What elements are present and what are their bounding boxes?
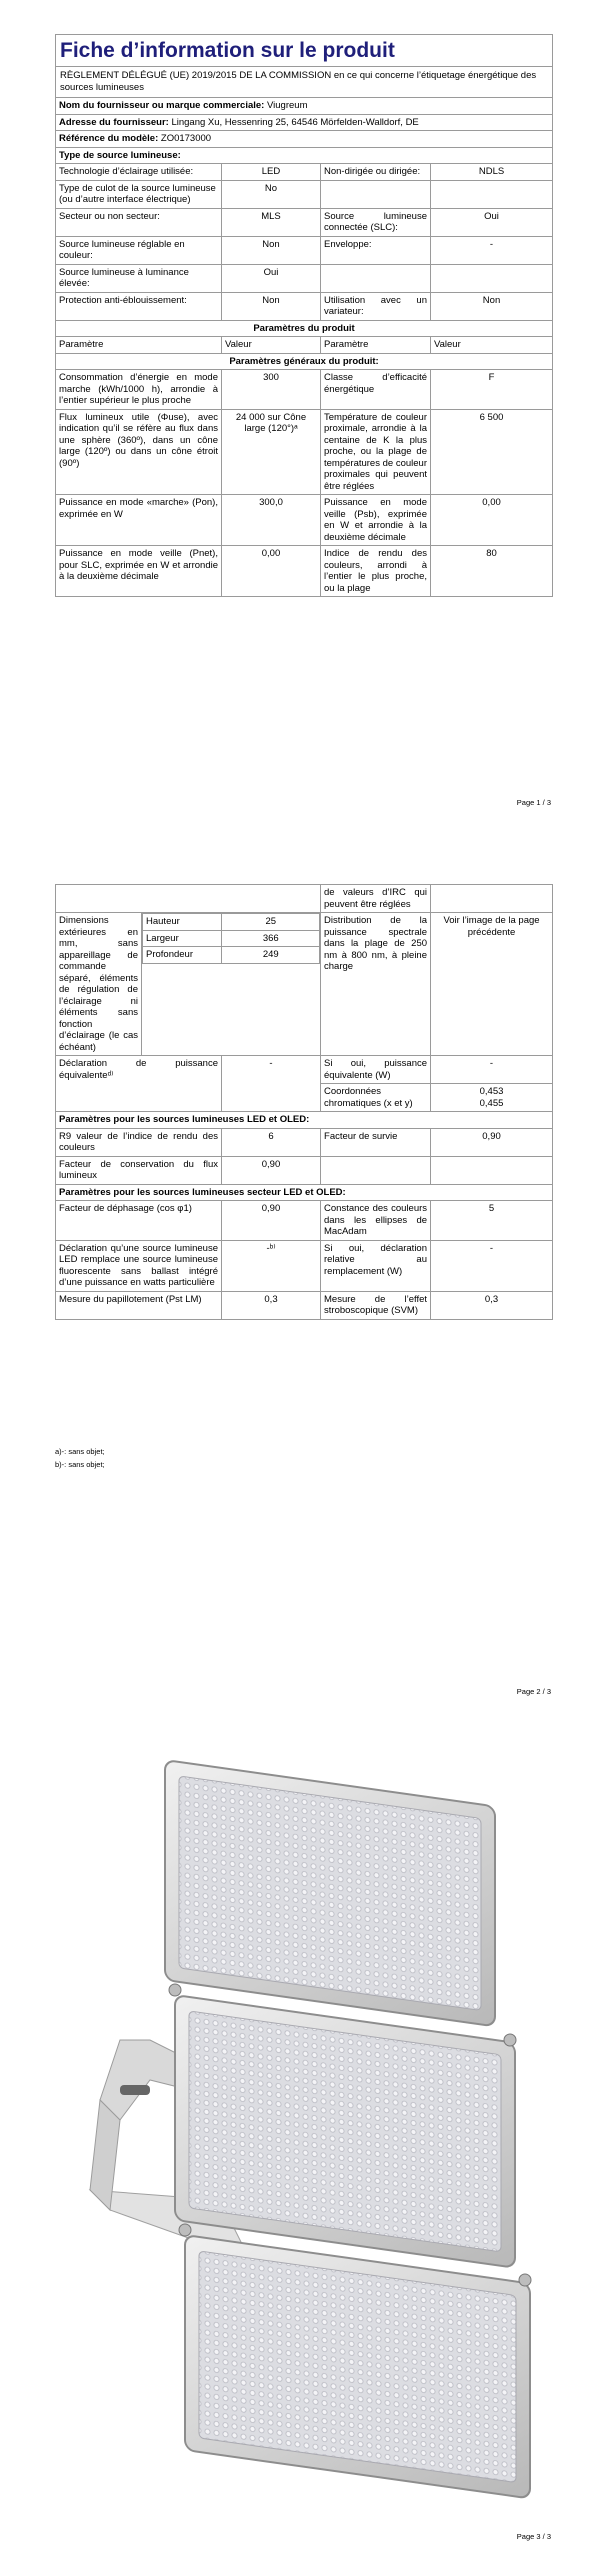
product-info-table-continued — [55, 884, 553, 1320]
type-value: NDLS — [431, 164, 553, 181]
led-params-header: Paramètres pour les sources lumineuses LED et OLED: — [56, 1112, 553, 1129]
supplier-address-value: Lingang Xu, Hessenring 25, 64546 Mörfelden-Walldorf, DE — [171, 116, 419, 128]
param-label: Température de couleur proximale, arrondie à la centaine de K la plus proche, ou la plage de températures de couleur proximales qui peuvent être réglées — [321, 409, 431, 495]
type-label: Source lumineuse réglable en couleur: — [56, 236, 222, 264]
type-label: Source lumineuse à luminance élevée: — [56, 264, 222, 292]
chroma-y: 0,455 — [479, 1097, 504, 1109]
column-headers — [56, 337, 553, 354]
type-value: Non — [431, 292, 553, 320]
product-params-header: Paramètres du produit — [56, 320, 553, 337]
param-value: 0,00 — [222, 546, 321, 597]
param-value: 0,90 — [222, 1201, 321, 1241]
type-row — [56, 292, 553, 320]
dimension-name: Hauteur — [143, 914, 222, 931]
column-header: Paramètre — [321, 337, 431, 354]
type-row — [56, 208, 553, 236]
general-params-header: Paramètres généraux du produit: — [56, 353, 553, 370]
param-row — [56, 1156, 553, 1184]
page-number: Page 1 / 3 — [516, 798, 551, 807]
param-label: de valeurs d’IRC qui peuvent être réglées — [321, 885, 431, 913]
type-row — [56, 164, 553, 181]
param-label: Mesure du papillotement (Pst LM) — [56, 1291, 222, 1319]
param-label: Distribution de la puissance spectrale dans la plage de 250 nm à 800 nm, à pleine charge — [321, 913, 431, 1056]
type-row — [56, 236, 553, 264]
column-header: Valeur — [431, 337, 553, 354]
page-number: Page 2 / 3 — [516, 1687, 551, 1696]
type-label: Utilisation avec un variateur: — [321, 292, 431, 320]
dimensions-table — [142, 913, 320, 964]
param-value: 0,90 — [431, 1128, 553, 1156]
param-value: 0,90 — [222, 1156, 321, 1184]
footnote-b: b)-: sans objet; — [55, 1460, 105, 1469]
type-value — [431, 264, 553, 292]
supplier-name-value: Viugreum — [267, 100, 308, 111]
param-value — [431, 1084, 553, 1112]
light-source-type-label: Type de source lumineuse: — [56, 147, 553, 164]
param-value: - — [431, 1056, 553, 1084]
document-title: Fiche d’information sur le produit — [56, 35, 553, 67]
page-number: Page 3 / 3 — [516, 2532, 551, 2541]
param-label: R9 valeur de l’indice de rendu des couleurs — [56, 1128, 222, 1156]
type-label: Source lumineuse connectée (SLC): — [321, 208, 431, 236]
dimensions-row — [56, 913, 553, 1056]
type-value: MLS — [222, 208, 321, 236]
supplier-address-row — [56, 114, 553, 131]
dimension-name: Largeur — [143, 930, 222, 947]
type-value: LED — [222, 164, 321, 181]
param-value: 24 000 sur Cône large (120°)ᵃ — [222, 409, 321, 495]
param-value: Voir l’image de la page précédente — [431, 913, 553, 1056]
param-value: 0,3 — [431, 1291, 553, 1319]
type-value: Oui — [431, 208, 553, 236]
param-label: Facteur de conservation du flux lumineux — [56, 1156, 222, 1184]
param-label: Mesure de l’effet stroboscopique (SVM) — [321, 1291, 431, 1319]
param-row — [56, 495, 553, 546]
param-label: Indice de rendu des couleurs, arrondi à l’entier le plus proche, ou la plage — [321, 546, 431, 597]
floodlight-product-image — [80, 1740, 540, 2500]
param-label: Puissance en mode veille (Pnet), pour SLC, exprimée en W et arrondie à la deuxième décimale — [56, 546, 222, 597]
param-label: Constance des couleurs dans les ellipses de MacAdam — [321, 1201, 431, 1241]
param-label: Flux lumineux utile (Φuse), avec indication qu’il se réfère au flux dans une sphère (360º), dans un cône large (120º) ou dans un cône étroit (90º) — [56, 409, 222, 495]
param-value: 0,00 — [431, 495, 553, 546]
param-label: Facteur de déphasage (cos φ1) — [56, 1201, 222, 1241]
dimension-value: 25 — [222, 914, 320, 931]
param-row — [56, 1056, 553, 1084]
param-value: 5 — [431, 1201, 553, 1241]
type-label: Type de culot de la source lumineuse (ou d’autre interface électrique) — [56, 180, 222, 208]
type-label: Technologie d’éclairage utilisée: — [56, 164, 222, 181]
type-label: Secteur ou non secteur: — [56, 208, 222, 236]
param-row — [56, 1240, 553, 1291]
supplier-address-label: Adresse du fournisseur: — [59, 116, 169, 128]
type-value: Oui — [222, 264, 321, 292]
dimension-value: 366 — [222, 930, 320, 947]
model-ref-row — [56, 131, 553, 148]
param-value: 0,3 — [222, 1291, 321, 1319]
dimension-value: 249 — [222, 947, 320, 964]
param-value: 80 — [431, 546, 553, 597]
param-value: - — [431, 1240, 553, 1291]
param-value: 6 500 — [431, 409, 553, 495]
type-value: Non — [222, 292, 321, 320]
dimensions-label: Dimensions extérieures en mm, sans appareillage de commande séparé, éléments de régulation de l’éclairage ni éléments sans fonction d’éclairage (le cas échéant) — [56, 913, 142, 1056]
type-label — [321, 180, 431, 208]
type-value — [431, 180, 553, 208]
model-ref-value: ZO0173000 — [160, 133, 212, 144]
param-row — [56, 1291, 553, 1319]
dimension-name: Profondeur — [143, 947, 222, 964]
type-label: Non-dirigée ou dirigée: — [321, 164, 431, 181]
supplier-name-row — [56, 98, 553, 115]
type-label: Enveloppe: — [321, 236, 431, 264]
param-row — [56, 409, 553, 495]
type-row — [56, 264, 553, 292]
param-value: 300 — [222, 370, 321, 410]
chroma-x: 0,453 — [479, 1086, 504, 1097]
product-info-table — [55, 34, 553, 597]
regulation-text: RÈGLEMENT DÉLÉGUÉ (UE) 2019/2015 DE LA COMMISSION en ce qui concerne l’étiquetage énergétique des sources lumineuses — [56, 67, 553, 98]
page-2 — [0, 870, 603, 1700]
page-3 — [0, 1700, 603, 2560]
param-label: Déclaration qu’une source lumineuse LED remplace une source lumineuse fluorescente sans ballast intégré d’une puissance en watts particulière — [56, 1240, 222, 1291]
param-value: - — [222, 1056, 321, 1112]
param-label: Puissance en mode veille (Psb), exprimée en W et arrondie à la deuxième décimale — [321, 495, 431, 546]
param-row — [56, 370, 553, 410]
type-label: Protection anti-éblouissement: — [56, 292, 222, 320]
param-row — [56, 546, 553, 597]
param-label: Si oui, déclaration relative au remplacement (W) — [321, 1240, 431, 1291]
supplier-name-label: Nom du fournisseur ou marque commerciale: — [59, 100, 265, 111]
param-label: Si oui, puissance équivalente (W) — [321, 1056, 431, 1084]
type-row — [56, 180, 553, 208]
page-1 — [0, 0, 603, 833]
type-label — [321, 264, 431, 292]
param-label: Coordonnées chromatiques (x et y) — [321, 1084, 431, 1112]
model-ref-label: Référence du modèle: — [59, 133, 159, 144]
type-value: Non — [222, 236, 321, 264]
param-label: Déclaration de puissance équivalenteᵈ⁾ — [56, 1056, 222, 1112]
param-row — [56, 1201, 553, 1241]
type-value: - — [431, 236, 553, 264]
param-label: Classe d’efficacité énergétique — [321, 370, 431, 410]
column-header: Paramètre — [56, 337, 222, 354]
param-label: Puissance en mode «marche» (Pon), exprimée en W — [56, 495, 222, 546]
param-value: 300,0 — [222, 495, 321, 546]
mains-led-params-header: Paramètres pour les sources lumineuses secteur LED et OLED: — [56, 1184, 553, 1201]
type-value: No — [222, 180, 321, 208]
param-value: 6 — [222, 1128, 321, 1156]
param-row — [56, 885, 553, 913]
param-value: F — [431, 370, 553, 410]
param-value: -ᵇ⁾ — [222, 1240, 321, 1291]
param-label: Consommation d’énergie en mode marche (kWh/1000 h), arrondie à l’entier supérieur le plus proche — [56, 370, 222, 410]
column-header: Valeur — [222, 337, 321, 354]
param-row — [56, 1128, 553, 1156]
param-label: Facteur de survie — [321, 1128, 431, 1156]
footnote-a: a)-: sans objet; — [55, 1447, 105, 1456]
